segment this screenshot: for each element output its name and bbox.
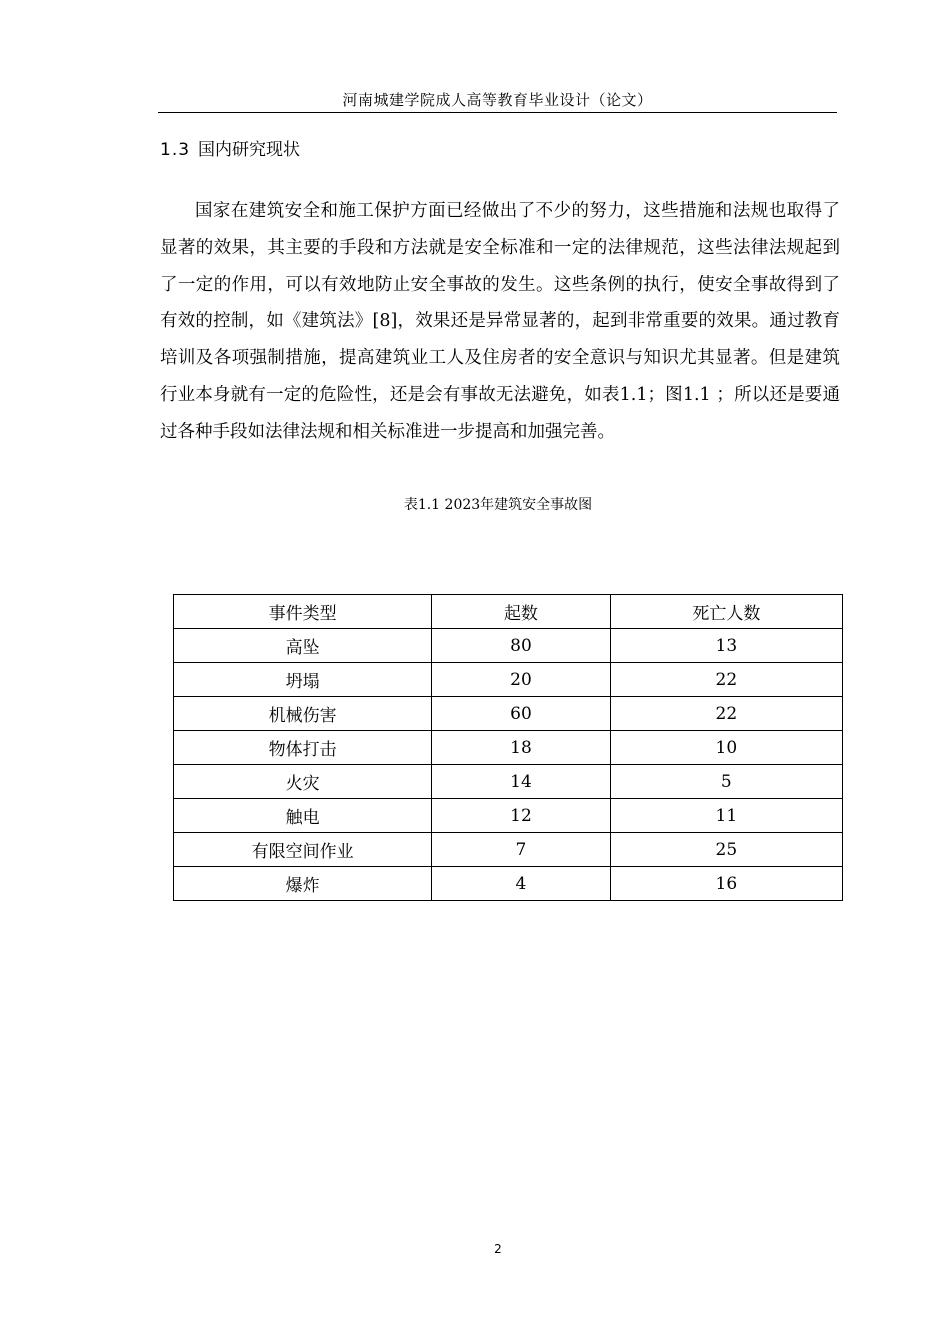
cell-death-count: 5	[610, 765, 842, 799]
cell-death-count: 13	[610, 629, 842, 663]
cell-incident-count: 80	[432, 629, 610, 663]
running-header: 河南城建学院成人高等教育毕业设计（论文）	[158, 90, 837, 113]
cell-event-type: 坍塌	[174, 663, 432, 697]
table-row	[174, 799, 843, 833]
cell-event-type: 有限空间作业	[174, 833, 432, 867]
table-header-row	[174, 595, 843, 629]
table-row	[174, 697, 843, 731]
header-death-count: 死亡人数	[610, 595, 842, 629]
cell-incident-count: 12	[432, 799, 610, 833]
section-heading	[160, 138, 300, 162]
cell-death-count: 22	[610, 697, 842, 731]
cell-event-type: 物体打击	[174, 731, 432, 765]
section-title: 国内研究现状	[198, 140, 301, 160]
cell-death-count: 11	[610, 799, 842, 833]
header-incident-count: 起数	[432, 595, 610, 629]
table-row	[174, 731, 843, 765]
cell-event-type: 高坠	[174, 629, 432, 663]
cell-event-type: 火灾	[174, 765, 432, 799]
cell-event-type: 爆炸	[174, 867, 432, 901]
header-event-type: 事件类型	[174, 595, 432, 629]
cell-death-count: 25	[610, 833, 842, 867]
cell-incident-count: 4	[432, 867, 610, 901]
paragraph-text: 国家在建筑安全和施工保护方面已经做出了不少的努力，这些措施和法规也取得了显著的效果，其主要的手段和方法就是安全标准和一定的法律规范，这些法律法规起到了一定的作用，可以有效地防止安全事故的发生。这些条例的执行，使安全事故得到了有效的控制，如《建筑法》[8]，效果还是异常显著的，起到非常重要的效果。通过教育培训及各项强制措施，提高建筑业工人及住房者的安全意识与知识尤其显著。但是建筑行业本身就有一定的危险性，还是会有事故无法避免，如表1.1；图1.1 ；所以还是要通过各种手段如法律法规和相关标准进一步提高和加强完善。	[160, 201, 840, 442]
page-number: 2	[494, 1242, 502, 1256]
cell-death-count: 16	[610, 867, 842, 901]
table-row	[174, 629, 843, 663]
accident-statistics-table	[173, 594, 843, 901]
cell-incident-count: 20	[432, 663, 610, 697]
cell-death-count: 10	[610, 731, 842, 765]
section-number: 1.3	[160, 140, 191, 160]
cell-incident-count: 14	[432, 765, 610, 799]
table-caption: 表1.1 2023年建筑安全事故图	[403, 497, 593, 513]
cell-incident-count: 7	[432, 833, 610, 867]
cell-event-type: 触电	[174, 799, 432, 833]
table-row	[174, 867, 843, 901]
cell-event-type: 机械伤害	[174, 697, 432, 731]
body-paragraph	[160, 193, 840, 451]
table-row	[174, 663, 843, 697]
cell-death-count: 22	[610, 663, 842, 697]
cell-incident-count: 18	[432, 731, 610, 765]
cell-incident-count: 60	[432, 697, 610, 731]
table-row	[174, 765, 843, 799]
table-row	[174, 833, 843, 867]
